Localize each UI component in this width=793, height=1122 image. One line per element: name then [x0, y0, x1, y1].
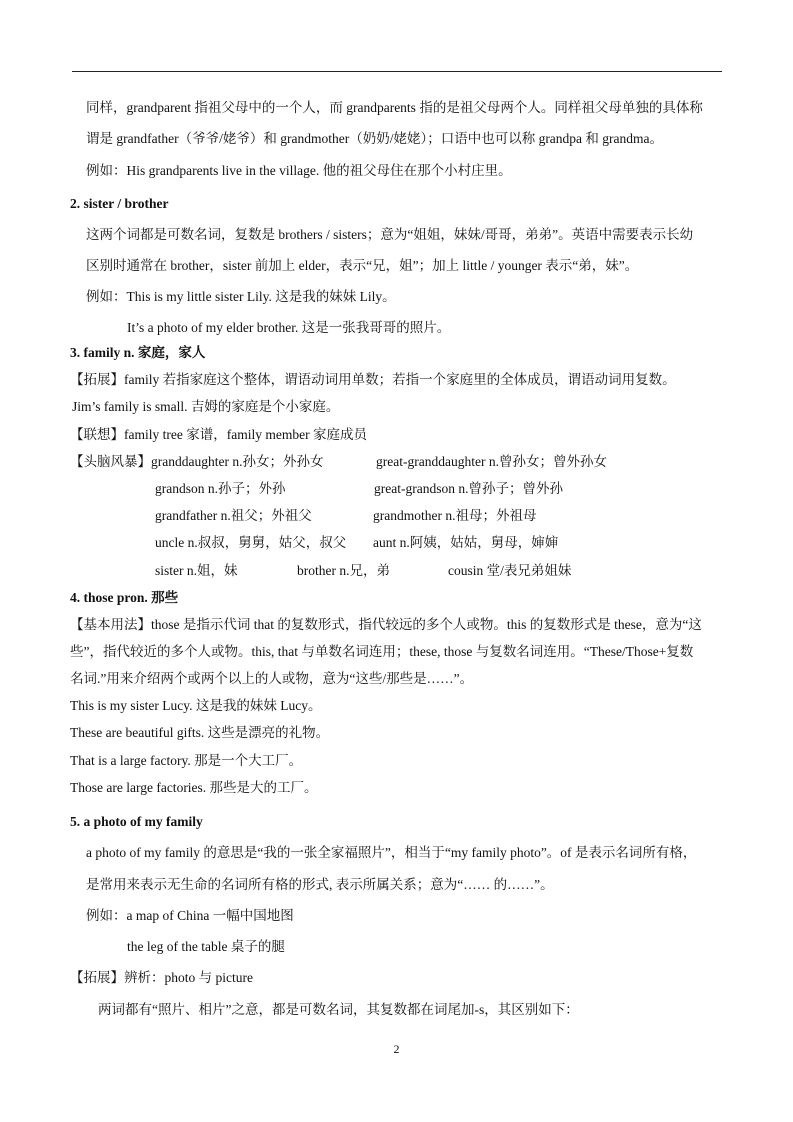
paragraph-line: 【拓展】辨析：photo 与 picture: [70, 970, 253, 985]
paragraph-line: 【基本用法】those 是指示代词 that 的复数形式，指代较远的多个人或物。this 的复数形式是 these，意为“这: [70, 617, 702, 632]
brainstorm-item: grandmother n.祖母；外祖母: [373, 508, 537, 523]
brainstorm-item: brother n.兄，弟: [297, 563, 390, 578]
example-line: 例如：a map of China 一幅中国地图: [86, 908, 294, 923]
brainstorm-item: cousin 堂/表兄弟姐妹: [448, 563, 572, 578]
example-line: Jim’s family is small. 吉姆的家庭是个小家庭。: [72, 399, 340, 414]
paragraph-line: 些”，指代较近的多个人或物。this, that 与单数名词连用；these, those 与复数名词连用。“These/Those+复数: [70, 644, 694, 659]
example-line: Those are large factories. 那些是大的工厂。: [70, 780, 318, 795]
section-heading-5: 5. a photo of my family: [70, 814, 203, 829]
brainstorm-item: uncle n.叔叔，舅舅，姑父，叔父: [155, 535, 347, 550]
page-number: 2: [393, 1042, 400, 1056]
paragraph-line: a photo of my family 的意思是“我的一张全家福照片”，相当于“my family photo”。of 是表示名词所有格，: [86, 845, 697, 860]
paragraph-line: 名词.”用来介绍两个或两个以上的人或物，意为“这些/那些是……”。: [70, 671, 474, 686]
example-line: It’s a photo of my elder brother. 这是一张我哥哥的照片。: [127, 320, 451, 335]
brainstorm-item: aunt n.阿姨，姑姑，舅母，婶婶: [373, 535, 559, 550]
header-rule: [72, 71, 722, 72]
example-line: the leg of the table 桌子的腿: [127, 939, 285, 954]
paragraph-line: 【拓展】family 若指家庭这个整体，谓语动词用单数；若指一个家庭里的全体成员，谓语动词用复数。: [70, 372, 676, 387]
paragraph-line: 是常用来表示无生命的名词所有格的形式, 表示所属关系；意为“…… 的……”。: [86, 877, 554, 892]
brainstorm-item: grandfather n.祖父；外祖父: [155, 508, 312, 523]
paragraph-line: 谓是 grandfather（爷爷/姥爷）和 grandmother（奶奶/姥姥）；口语中也可以称 grandpa 和 grandma。: [86, 131, 664, 146]
example-line: That is a large factory. 那是一个大工厂。: [70, 753, 303, 768]
example-line: This is my sister Lucy. 这是我的妹妹 Lucy。: [70, 698, 322, 713]
paragraph-line: 两词都有“照片、相片”之意，都是可数名词，其复数都在词尾加-s，其区别如下：: [98, 1002, 579, 1017]
brainstorm-item: 【头脑风暴】granddaughter n.孙女；外孙女: [70, 454, 324, 469]
example-line: These are beautiful gifts. 这些是漂亮的礼物。: [70, 725, 330, 740]
brainstorm-item: great-grandson n.曾孙子；曾外孙: [374, 481, 563, 496]
section-heading-3: 3. family n. 家庭，家人: [70, 345, 206, 360]
paragraph-line: 【联想】family tree 家谱，family member 家庭成员: [70, 427, 367, 442]
section-heading-2: 2. sister / brother: [70, 196, 169, 211]
paragraph-line: 区别时通常在 brother，sister 前加上 elder，表示“兄，姐”；加上 little / younger 表示“弟，妹”。: [86, 258, 639, 273]
brainstorm-item: sister n.姐，妹: [155, 563, 238, 578]
example-line: 例如：This is my little sister Lily. 这是我的妹妹 Lily。: [86, 289, 396, 304]
brainstorm-item: grandson n.孙子；外孙: [155, 481, 286, 496]
example-line: 例如：His grandparents live in the village. 他的祖父母住在那个小村庄里。: [86, 163, 512, 178]
section-heading-4: 4. those pron. 那些: [70, 590, 179, 605]
brainstorm-item: great-granddaughter n.曾孙女；曾外孙女: [376, 454, 607, 469]
paragraph-line: 这两个词都是可数名词，复数是 brothers / sisters；意为“姐姐，妹妹/哥哥，弟弟”。英语中需要表示长幼: [86, 227, 694, 242]
paragraph-line: 同样，grandparent 指祖父母中的一个人，而 grandparents 指的是祖父母两个人。同样祖父母单独的具体称: [86, 100, 703, 115]
